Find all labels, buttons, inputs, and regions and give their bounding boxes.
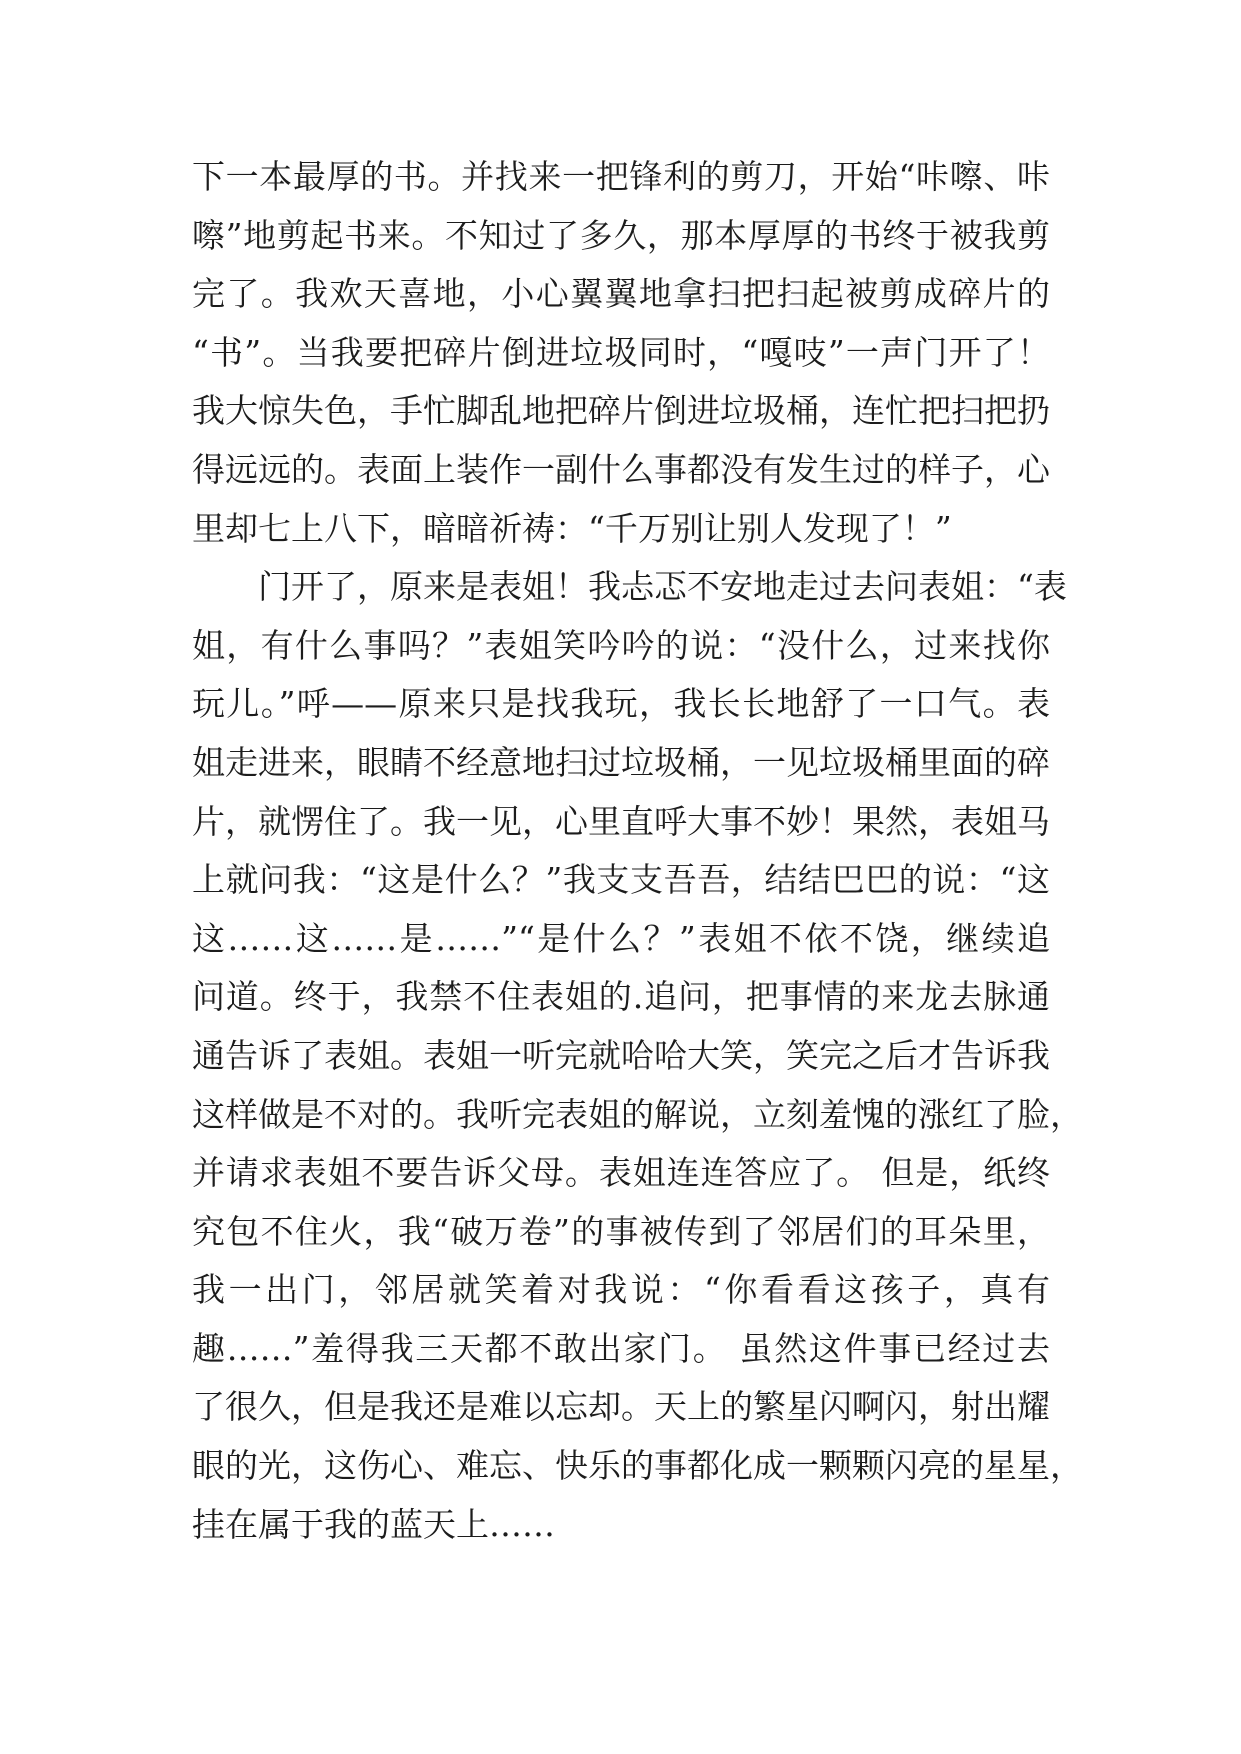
document-body — [192, 148, 1083, 1554]
text-line: 这……这……是……”“是什么？”表姐不依不饶，继续追 — [192, 918, 1050, 958]
text-line: 眼的光，这伤心、难忘、快乐的事都化成一颗颗闪亮的星星， — [192, 1446, 1083, 1486]
text-line: 我一出门，邻居就笑着对我说：“你看看这孩子，真有 — [192, 1270, 1050, 1310]
text-line: 挂在属于我的蓝天上…… — [192, 1504, 555, 1544]
text-line: 里却七上八下，暗暗祈祷：“千万别让别人发现了！” — [192, 508, 952, 548]
text-line: 问道。终于，我禁不住表姐的.追问，把事情的来龙去脉通 — [192, 977, 1050, 1017]
text-line: 通告诉了表姐。表姐一听完就哈哈大笑，笑完之后才告诉我 — [192, 1035, 1050, 1075]
text-line: 玩儿。”呼——原来只是找我玩，我长长地舒了一口气。表 — [192, 684, 1050, 724]
text-line: 片，就愣住了。我一见，心里直呼大事不妙！果然，表姐马 — [192, 801, 1050, 841]
text-line: 下一本最厚的书。并找来一把锋利的剪刀，开始“咔嚓、咔 — [192, 157, 1050, 196]
text-line: 了很久，但是我还是难以忘却。天上的繁星闪啊闪，射出耀 — [192, 1387, 1050, 1427]
paragraph — [192, 148, 1050, 558]
text-line: 趣……”羞得我三天都不敢出家门。 虽然这件事已经过去 — [192, 1328, 1050, 1368]
text-line: 姐，有什么事吗？”表姐笑吟吟的说：“没什么，过来找你 — [192, 625, 1050, 665]
text-line: 完了。我欢天喜地，小心翼翼地拿扫把扫起被剪成碎片的 — [192, 274, 1050, 314]
text-line: 并请求表姐不要告诉父母。表姐连连答应了。 但是，纸终 — [192, 1153, 1050, 1193]
text-line: 得远远的。表面上装作一副什么事都没有发生过的样子，心 — [192, 449, 1050, 489]
text-line: 嚓”地剪起书来。不知过了多久，那本厚厚的书终于被我剪 — [192, 215, 1050, 255]
paragraph — [192, 558, 1083, 1554]
text-line: 我大惊失色，手忙脚乱地把碎片倒进垃圾桶，连忙把扫把扔 — [192, 391, 1050, 431]
text-line: 这样做是不对的。我听完表姐的解说，立刻羞愧的涨红了脸， — [192, 1094, 1083, 1134]
text-line: 门开了，原来是表姐！我忐忑不安地走过去问表姐：“表 — [192, 567, 1067, 607]
text-line: 究包不住火，我“破万卷”的事被传到了邻居们的耳朵里， — [192, 1211, 1050, 1251]
text-line: 上就问我：“这是什么？”我支支吾吾，结结巴巴的说：“这 — [192, 860, 1050, 900]
text-line: “书”。当我要把碎片倒进垃圾同时，“嘎吱”一声门开了！ — [192, 332, 1050, 372]
text-line: 姐走进来，眼睛不经意地扫过垃圾桶，一见垃圾桶里面的碎 — [192, 742, 1050, 782]
